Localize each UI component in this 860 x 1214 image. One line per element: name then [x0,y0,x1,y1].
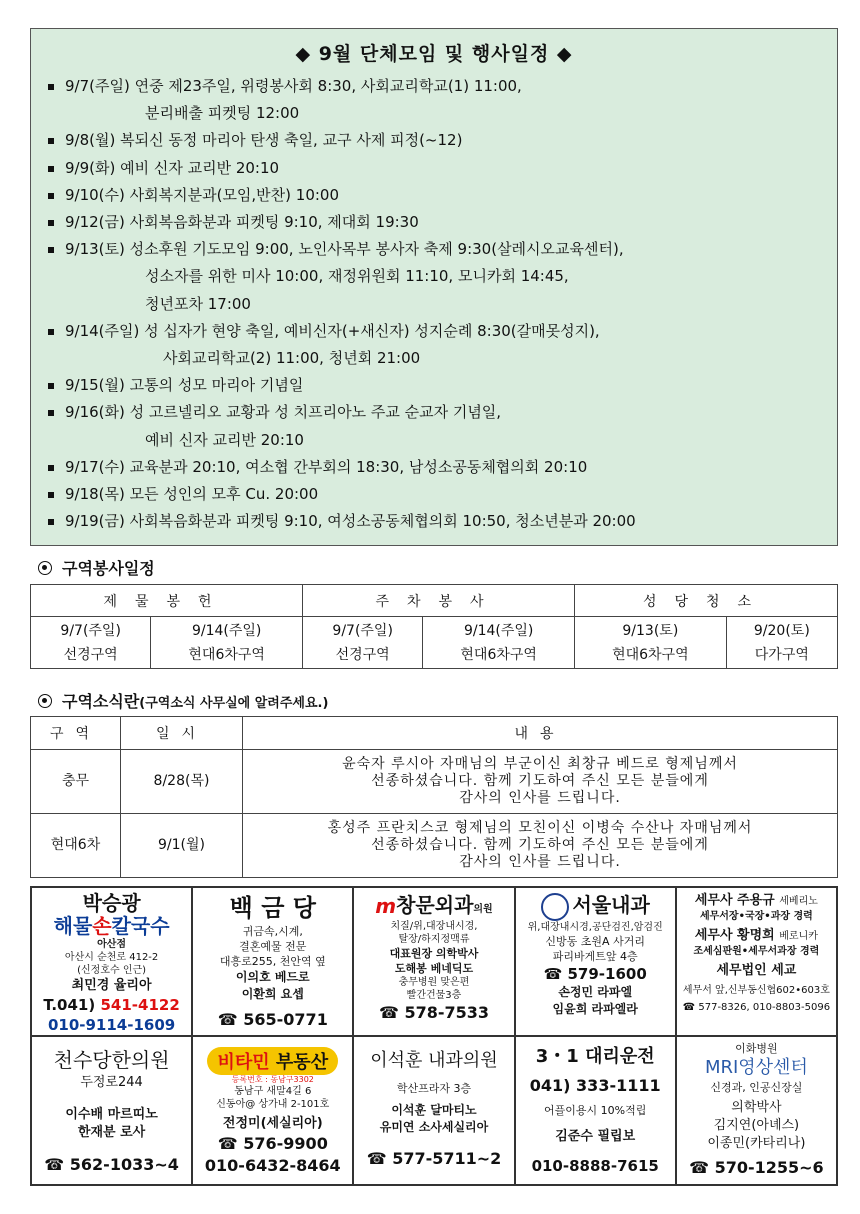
schedule-list [45,73,837,535]
service-cell: 9/13(토) 현대6차구역 [575,617,727,669]
schedule-item: 9/14(주일) 성 십자가 현양 축일, 예비신자(+새신자) 성지순례 8:30(갈매못성지), 사회교리학교(2) 11:00, 청년회 21:00 [45,318,837,372]
news-header: 일시 [121,717,243,750]
ad-cheonsudang: 천수당한의원 두정로244 이수배 마르띠노 한재분 로사 ☎ 562-1033~4 [31,1036,192,1185]
service-table [30,584,838,669]
schedule-title: ◆ 9월 단체모임 및 행사일정 ◆ [295,43,573,65]
service-cell: 9/20(토) 다가구역 [726,617,837,669]
service-header: 제물봉헌 [31,585,303,617]
schedule-box [30,28,838,546]
ad-seoul-internal: 서울내과 위,대장내시경,공단검진,암검진 신방동 초원A 사거리 파리바게트앞 4층 ☎ 579-1600 손정민 라파엘 임윤희 라파엘라 [515,887,676,1036]
schedule-item: 9/16(화) 성 고르넬리오 교황과 성 치프리아노 주교 순교자 기념일, 예비 신자 교리반 20:10 [45,399,837,453]
schedule-item: 9/7(주일) 연중 제23주일, 위령봉사회 8:30, 사회교리학교(1) 11:00, 분리배출 피켓팅 12:00 [45,73,837,127]
schedule-item: 9/17(수) 교육분과 20:10, 여소협 간부회의 18:30, 남성소공동체협의회 20:10 [45,454,837,481]
schedule-item: 9/19(금) 사회복음화분과 피켓팅 9:10, 여성소공동체협의회 10:50, 청소년분과 20:00 [45,508,837,535]
news-note: (구역소식 사무실에 알려주세요.) [139,696,329,711]
ad-tax-office: 세무사 주용규 세베리노 세무서장•국장•과장 경력 세무사 황명희 베로니카 조세심판원•세무서과장 경력 세무법인 세교 세무서 앞,신부동신협602•603호 ☎ 577-8326, 010-8803-5096 [676,887,837,1036]
schedule-item: 9/10(수) 사회복지분과(모임,반찬) 10:00 [45,182,837,209]
service-cell: 9/7(주일) 선경구역 [31,617,151,669]
news-content: 홍성주 프란치스코 형제님의 모친이신 이병숙 수산나 자매님께서 선종하셨습니다. 함께 기도하여 주신 모든 분들에게 감사의 인사를 드립니다. [243,814,838,878]
ad-kalguksu: 박승광 해물손칼국수 아산점 아산시 순천로 412-2 (신정호수 인근) 최민경 율리아 T.041) 541-4122 010-9114-1609 [31,887,192,1036]
schedule-item: 9/15(월) 고통의 성모 마리아 기념일 [45,372,837,399]
service-cell: 9/14(주일) 현대6차구역 [151,617,303,669]
news-date: 8/28(목) [121,750,243,814]
news-table [30,716,838,878]
clinic-logo-icon: m [375,894,397,918]
ad-baekgeumdang: 백 금 당 귀금속,시계, 결혼예물 전문 대흥로255, 천안역 옆 이의호 베드로 이환희 요셉 ☎ 565-0771 [192,887,353,1036]
service-cell: 9/14(주일) 현대6차구역 [423,617,575,669]
schedule-item: 9/8(월) 복되신 동정 마리아 탄생 축일, 교구 사제 피정(~12) [45,127,837,154]
service-heading: 구역봉사일정 [38,556,155,579]
news-header: 내용 [243,717,838,750]
news-heading: 구역소식란(구역소식 사무실에 알려주세요.) [38,689,328,712]
ad-changmun-clinic: m창문외과의원 치질/위,대장내시경, 탈장/하지정맥류 대표원장 의학박사 도해봉 베네딕도 충무병원 맞은편 빨간건물3층 ☎ 578-7533 [353,887,514,1036]
news-area: 현대6차 [31,814,121,878]
service-header: 성당청소 [575,585,838,617]
university-emblem-icon [541,893,569,921]
ad-proxy-driving: 3・1 대리운전 041) 333-1111 어플이용시 10%적립 김준수 필립보 010-8888-7615 [515,1036,676,1185]
news-header: 구역 [31,717,121,750]
schedule-item: 9/9(화) 예비 신자 교리반 20:10 [45,155,837,182]
circle-bullet-icon [38,694,52,708]
ads-grid [30,886,838,1186]
service-header: 주차봉사 [303,585,575,617]
ad-mri-center: 이화병원 MRI영상센터 신경과, 인공신장실 의학박사 김지연(아녜스) 이종민(카타리나) ☎ 570-1255~6 [676,1036,837,1185]
news-content: 윤숙자 루시아 자매님의 부군이신 최창규 베드로 형제님께서 선종하셨습니다. 함께 기도하여 주신 모든 분들에게 감사의 인사를 드립니다. [243,750,838,814]
schedule-item: 9/18(목) 모든 성인의 모후 Cu. 20:00 [45,481,837,508]
service-cell: 9/7(주일) 선경구역 [303,617,423,669]
ad-vitamin-realty: 비타민 부동산 등록번호 : 동남구3302 동남구 새말4길 6 신동아@ 상가내 2-101호 전정미(세실리아) ☎ 576-9900 010-6432-8464 [192,1036,353,1185]
circle-bullet-icon [38,561,52,575]
news-date: 9/1(월) [121,814,243,878]
schedule-item: 9/13(토) 성소후원 기도모임 9:00, 노인사목부 봉사자 축제 9:30(살레시오교육센터), 성소자를 위한 미사 10:00, 재정위원회 11:10, 모니카회 14:45, 청년포차 17:00 [45,236,837,318]
ad-leeseokhoon-clinic: 이석훈 내과의원 학산프라자 3층 이석훈 달마티노 유미연 소사세실리아 ☎ 577-5711~2 [353,1036,514,1185]
schedule-item: 9/12(금) 사회복음화분과 피켓팅 9:10, 제대회 19:30 [45,209,837,236]
news-area: 충무 [31,750,121,814]
